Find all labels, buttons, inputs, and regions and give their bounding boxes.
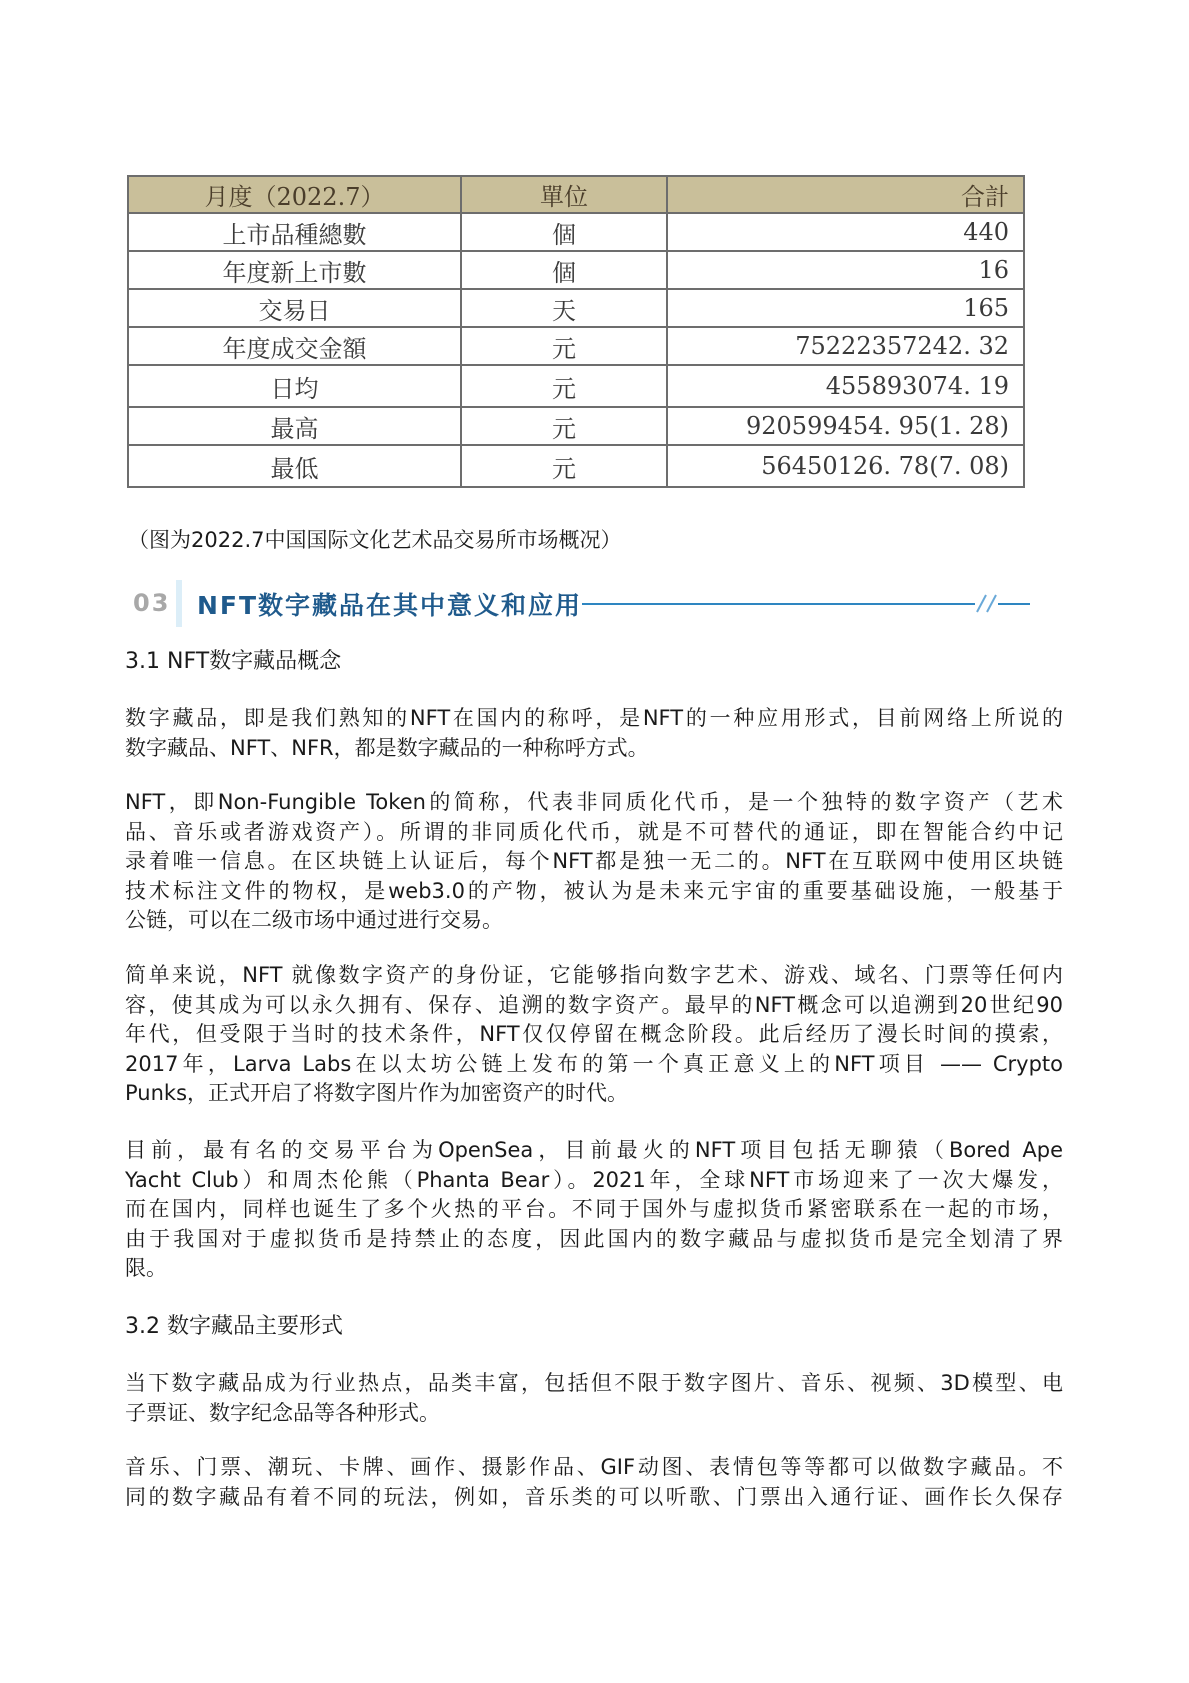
cell-unit: 個 [461,213,667,251]
text-line: 同的数字藏品有着不同的玩法，例如，音乐类的可以听歌、门票出入通行证、画作长久保存 [125,1484,1063,1509]
text-line: 目前，最有名的交易平台为OpenSea，目前最火的NFT项目包括无聊猿（Bored Ape [125,1138,1063,1162]
table-row [128,327,1024,365]
text-line: 简单来说，NFT 就像数字资产的身份证，它能够指向数字艺术、游戏、域名、门票等任何内 [125,963,1063,987]
text-line: 容，使其成为可以永久拥有、保存、追溯的数字资产。最早的NFT概念可以追溯到20世纪90 [125,992,1063,1017]
cell-unit: 元 [461,365,667,407]
cell-item: 年度成交金額 [128,327,461,365]
text-line: 公链，可以在二级市场中通过进行交易。 [125,908,503,932]
cell-total: 165 [667,289,1024,327]
cell-item: 上市品種總數 [128,213,461,251]
cell-item: 日均 [128,365,461,407]
cell-unit: 元 [461,445,667,487]
text-line: 子票证、数字纪念品等各种形式。 [125,1400,440,1425]
text-line: 当下数字藏品成为行业热点，品类丰富，包括但不限于数字图片、音乐、视频、3D模型、电 [125,1371,1063,1395]
cell-unit: 元 [461,327,667,365]
cell-item: 最高 [128,407,461,445]
table-row [128,407,1024,445]
table-row [128,213,1024,251]
column-header-month: 月度（2022.7） [128,176,461,213]
subheading-3-2: 3.2 数字藏品主要形式 [125,1314,343,1339]
paragraph [125,1453,1063,1512]
cell-item: 年度新上市數 [128,251,461,289]
text-line: 录着唯一信息。在区块链上认证后，每个NFT都是独一无二的。NFT在互联网中使用区块链 [125,849,1063,873]
column-header-unit: 單位 [461,176,667,213]
text-line: 品、音乐或者游戏资产）。所谓的非同质化代币，就是不可替代的通证，即在智能合约中记 [125,819,1063,844]
section-number: 03 [133,589,171,617]
text-line: 2017年，Larva Labs在以太坊公链上发布的第一个真正意义上的NFT项目 —— Crypto [125,1051,1063,1076]
text-line: 年代，但受限于当时的技术条件，NFT仅仅停留在概念阶段。此后经历了漫长时间的摸索， [125,1022,1063,1046]
cell-total: 920599454. 95(1. 28) [667,407,1024,445]
column-header-total: 合計 [667,176,1024,213]
subheading-3-1: 3.1 NFT数字藏品概念 [125,649,342,674]
cell-total: 16 [667,251,1024,289]
cell-item: 最低 [128,445,461,487]
text-line: 数字藏品，即是我们熟知的NFT在国内的称呼，是NFT的一种应用形式，目前网络上所说的 [125,706,1063,730]
text-line: Punks，正式开启了将数字图片作为加密资产的时代。 [125,1081,629,1105]
table-caption: （图为2022.7中国国际文化艺术品交易所市场概况） [128,528,622,552]
paragraph [125,1369,1063,1428]
text-line: 技术标注文件的物权，是web3.0的产物，被认为是未来元宇宙的重要基础设施，一般基于 [125,878,1063,903]
section-divider-line [582,603,975,605]
cell-item: 交易日 [128,289,461,327]
table-row [128,445,1024,487]
text-line: Yacht Club）和周杰伦熊（Phanta Bear）。2021年，全球NFT市场迎来了一次大爆发， [125,1167,1063,1192]
section-accent-bar [176,580,182,627]
market-overview-table [127,175,1025,488]
table-row [128,365,1024,407]
text-line: NFT，即Non-Fungible Token的简称，代表非同质化代币，是一个独特的数字资产（艺术 [125,790,1063,814]
text-line: 数字藏品、NFT、NFR，都是数字藏品的一种称呼方式。 [125,735,649,760]
paragraph [125,788,1063,936]
table-row [128,289,1024,327]
cell-unit: 個 [461,251,667,289]
cell-unit: 天 [461,289,667,327]
section-title: NFT数字藏品在其中意义和应用 [197,591,583,620]
cell-total: 56450126. 78(7. 08) [667,445,1024,487]
double-slash-icon [975,590,999,616]
paragraph [125,961,1063,1109]
section-header [0,580,1189,628]
table-header-row [128,176,1024,213]
text-line: 由于我国对于虚拟货币是持禁止的态度，因此国内的数字藏品与虚拟货币是完全划清了界 [125,1226,1063,1251]
cell-total: 455893074. 19 [667,365,1024,407]
section-divider-line-end [998,603,1030,605]
table-row [128,251,1024,289]
cell-total: 440 [667,213,1024,251]
paragraph [125,704,1063,763]
cell-total: 75222357242. 32 [667,327,1024,365]
cell-unit: 元 [461,407,667,445]
text-line: 而在国内，同样也诞生了多个火热的平台。不同于国外与虚拟货币紧密联系在一起的市场， [125,1197,1063,1221]
text-line: 限。 [125,1256,167,1280]
paragraph [125,1136,1063,1284]
text-line: 音乐、门票、潮玩、卡牌、画作、摄影作品、GIF动图、表情包等等都可以做数字藏品。不 [125,1455,1063,1479]
